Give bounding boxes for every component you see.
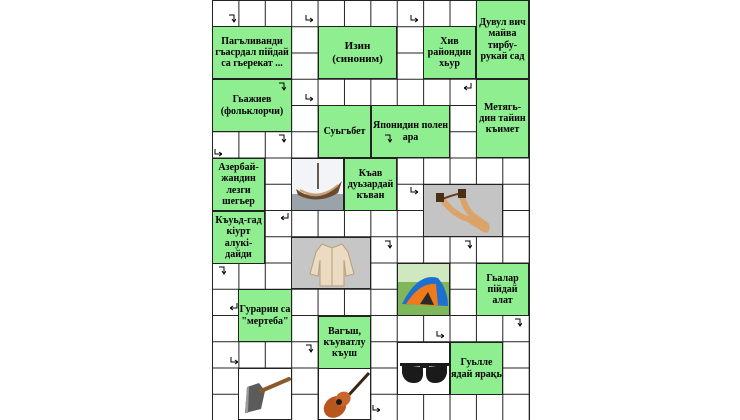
clue-text: Хив райондин хьур (427, 35, 472, 70)
fur-coat-icon (292, 238, 371, 289)
clue-text: Дувул вич майва тирбу-рукай сад (479, 17, 526, 62)
arrow-down-icon (464, 240, 472, 249)
clue-box-7 (371, 105, 450, 158)
clue-text: Гьажиев (фольклорчи) (220, 94, 284, 117)
clue-box-12 (476, 263, 529, 316)
arrow-right-icon (230, 356, 238, 365)
tent-icon (398, 264, 450, 316)
arrow-right-icon (305, 93, 313, 102)
clue-text: Азербай-жандин лезги шегьер (218, 162, 259, 207)
clue-box-10 (344, 158, 397, 211)
clue-text: Гуьлле ядай ярақь (451, 357, 502, 380)
clue-text: Метягь-дин тайин къимет (479, 101, 526, 136)
arrow-down-icon (384, 240, 392, 249)
sunglasses-icon (398, 343, 450, 395)
boat-icon (292, 159, 344, 211)
slingshot-icon (424, 185, 503, 237)
fur-coat-picture (291, 237, 371, 289)
boat-picture (291, 158, 344, 211)
clue-text: Суьгъбет (323, 125, 366, 137)
arrow-down-icon (278, 134, 286, 143)
arrow-right-icon (410, 186, 418, 195)
guitar-icon (319, 369, 371, 420)
clue-text: Вагъш, къуватлу къуш (323, 325, 366, 360)
arrow-down-icon (278, 82, 286, 91)
arrow-down-icon (384, 134, 392, 143)
clue-text: Гьалар пiйдай алат (486, 272, 519, 307)
clue-box-2 (318, 26, 397, 79)
clue-text: Гурарин са "мертеба" (239, 304, 291, 327)
axe-icon (239, 369, 292, 420)
clue-box-4 (476, 0, 529, 79)
arrow-right-icon (410, 14, 418, 23)
arrow-right-icon (305, 14, 313, 23)
arrow-right-icon (372, 404, 380, 413)
clue-box-13 (238, 289, 292, 342)
arrow-right-icon (214, 148, 222, 157)
clue-box-11 (212, 211, 265, 264)
clue-text: Къав дуьзардай къван (347, 167, 394, 202)
clue-box-6 (318, 105, 371, 158)
arrow-left-icon (230, 302, 238, 311)
clue-text: Японидин полен ара (372, 120, 449, 143)
arrow-down-icon (228, 14, 236, 23)
arrow-down-icon (514, 318, 522, 327)
sunglasses-picture (397, 342, 450, 395)
axe-picture (238, 368, 292, 420)
clue-text: Пагъливанди гъасрдал пiйдай са гьерекат ... (215, 35, 289, 70)
clue-text: Къуьд-гад кiурт алукi-дайди (215, 215, 262, 260)
arrow-down-icon (218, 266, 226, 275)
guitar-picture (318, 368, 371, 420)
clue-text: Изин (синоним) (332, 40, 383, 65)
arrow-left-icon (281, 212, 289, 221)
tent-picture (397, 263, 450, 316)
clue-box-9 (212, 158, 265, 211)
arrow-right-icon (436, 330, 444, 339)
clue-box-15 (450, 342, 503, 395)
clue-box-3 (423, 26, 476, 79)
arrow-left-icon (464, 82, 472, 91)
slingshot-picture (423, 184, 503, 237)
clue-box-8 (476, 79, 529, 158)
clue-box-14 (318, 316, 371, 369)
arrow-down-icon (305, 344, 313, 353)
clue-box-1 (212, 26, 292, 79)
